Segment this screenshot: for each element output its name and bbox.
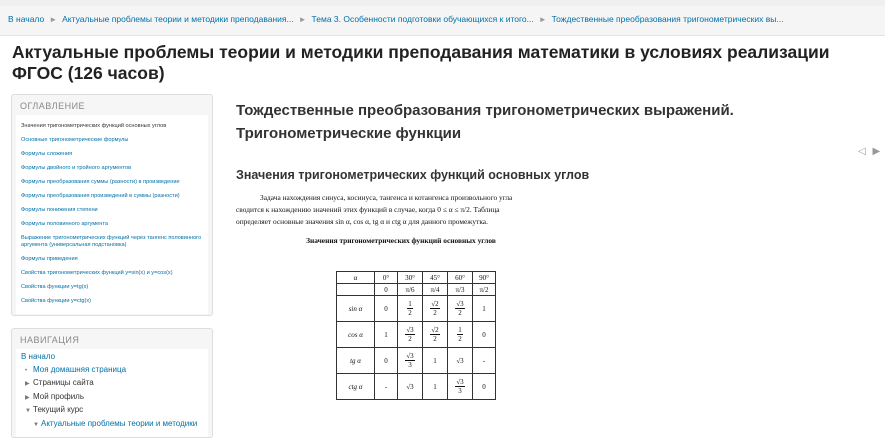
fraction-denominator: 2 <box>458 335 462 343</box>
table-header-cell <box>337 284 375 296</box>
nav-item-my-home[interactable] <box>21 364 203 378</box>
table-row-label: tg α <box>337 348 375 374</box>
fraction-numerator: 1 <box>458 326 462 334</box>
breadcrumb-separator-icon: ► <box>49 15 58 24</box>
nav-item-my-home-label[interactable]: Моя домашняя страница <box>33 364 127 374</box>
table-cell: 0 <box>375 348 398 374</box>
table-cell <box>398 296 423 322</box>
navigation-block <box>11 328 213 438</box>
table-cell <box>423 296 448 322</box>
toc-block <box>11 94 213 316</box>
toc-item[interactable]: Формулы двойного и тройного аргументов <box>21 164 132 171</box>
toc-item[interactable]: Свойства тригонометрических функций y=sin(x) и y=cos(x) <box>21 269 173 276</box>
table-cell: 0 <box>375 296 398 322</box>
table-header-row <box>337 272 496 284</box>
triangle-down-icon[interactable]: ▼ <box>25 408 31 414</box>
fraction-denominator: 2 <box>458 309 462 317</box>
toc-item[interactable]: Свойства функции y=tg(x) <box>21 283 89 290</box>
fraction-denominator: 3 <box>458 387 462 395</box>
doc-paragraph-1: Задача нахождения синуса, косинуса, тангенса и котангенса произвольного угла <box>260 193 513 202</box>
breadcrumb-topic[interactable]: Тема 3. Особенности подготовки обучающихся к итого... <box>311 14 534 24</box>
fraction <box>455 300 464 317</box>
fraction-numerator: √3 <box>456 300 464 308</box>
table-header-cell: 30° <box>398 272 423 284</box>
table-cell: - <box>375 374 398 400</box>
table-header-cell: π/3 <box>448 284 473 296</box>
nav-item-current-course-label: Текущий курс <box>33 405 84 414</box>
table-row <box>337 296 496 322</box>
table-header-row <box>337 284 496 296</box>
nav-item-home-label[interactable]: В начало <box>21 352 56 361</box>
nav-item-site-pages[interactable] <box>21 377 203 391</box>
table-cell: 0 <box>473 374 496 400</box>
trig-values-table <box>336 271 496 400</box>
fraction-denominator: 3 <box>408 361 412 369</box>
breadcrumb-separator-icon: ► <box>298 15 307 24</box>
triangle-right-icon[interactable]: ▶ <box>25 381 30 387</box>
table-cell <box>398 348 423 374</box>
fraction-numerator: √3 <box>406 352 414 360</box>
table-header-cell: π/2 <box>473 284 496 296</box>
toc-item[interactable]: Формулы сложения <box>21 150 73 157</box>
breadcrumb <box>0 6 885 36</box>
table-cell: 1 <box>473 296 496 322</box>
table-header-cell: 0° <box>375 272 398 284</box>
toc-item[interactable]: Свойства функции y=ctg(x) <box>21 297 92 304</box>
table-header-cell: 0 <box>375 284 398 296</box>
table-cell <box>448 296 473 322</box>
fraction <box>455 378 464 395</box>
table-row <box>337 322 496 348</box>
fraction-denominator: 2 <box>408 309 412 317</box>
table-cell <box>423 322 448 348</box>
table-row <box>337 348 496 374</box>
table-cell: 1 <box>423 374 448 400</box>
toc-item[interactable]: Формулы преобразования суммы (разности) в произведение <box>21 178 180 185</box>
document-caption: Значения тригонометрических функций основных углов <box>306 236 496 245</box>
fraction-numerator: 1 <box>408 300 412 308</box>
breadcrumb-course[interactable]: Актуальные проблемы теории и методики преподавания... <box>62 14 294 24</box>
table-cell <box>398 322 423 348</box>
table-cell: √3 <box>398 374 423 400</box>
fraction <box>457 326 463 343</box>
fraction <box>405 326 414 343</box>
nav-item-course[interactable] <box>21 418 203 432</box>
course-title: Актуальные проблемы теории и методики преподавания математики в условиях реализации ФГОС (126 часов) <box>12 42 830 83</box>
table-cell: 1 <box>375 322 398 348</box>
fraction-denominator: 2 <box>408 335 412 343</box>
triangle-down-icon[interactable]: ▼ <box>33 421 39 428</box>
toc-item[interactable]: Формулы понижения степени <box>21 206 98 213</box>
table-cell: 1 <box>423 348 448 374</box>
toc-item[interactable]: Формулы преобразования произведений в суммы (разности) <box>21 192 180 199</box>
toc-item[interactable]: Формулы приведения <box>21 255 78 262</box>
table-cell: √3 <box>448 348 473 374</box>
table-row-label: sin α <box>337 296 375 322</box>
toc-item[interactable]: Выражение тригонометрических функций через тангенс половинного аргумента (универсальная подстановка) <box>21 234 202 248</box>
fraction-numerator: √3 <box>406 326 414 334</box>
triangle-right-icon[interactable]: ▶ <box>25 394 30 401</box>
breadcrumb-separator-icon: ► <box>538 15 547 24</box>
page-title: Тождественные преобразования тригонометрических выражений. Тригонометрические функции <box>236 102 734 142</box>
table-header-cell: α <box>337 272 375 284</box>
doc-paragraph-2: сводится к нахождению значений этих функций в случае, когда 0 ≤ α ≤ π/2. Таблица <box>236 205 500 214</box>
table-cell: - <box>473 348 496 374</box>
fraction <box>405 352 414 369</box>
section-title: Значения тригонометрических функций основных углов <box>236 168 590 182</box>
nav-item-current-course[interactable] <box>21 404 203 418</box>
fraction-numerator: √3 <box>456 378 464 386</box>
toc-header: ОГЛАВЛЕНИЕ <box>20 101 86 111</box>
nav-item-profile[interactable] <box>21 391 203 405</box>
nav-item-profile-label: Мой профиль <box>33 391 85 401</box>
breadcrumb-home[interactable]: В начало <box>8 14 45 24</box>
nav-item-home[interactable] <box>21 351 203 364</box>
table-row-label: ctg α <box>337 374 375 400</box>
table-header-cell: π/6 <box>398 284 423 296</box>
fraction-numerator: √2 <box>431 326 439 334</box>
breadcrumb-current[interactable]: Тождественные преобразования тригонометрических вы... <box>551 14 784 24</box>
prev-next-arrows-icon[interactable]: ◁ ▶ <box>858 146 883 157</box>
table-cell <box>448 374 473 400</box>
nav-item-site-pages-label: Страницы сайта <box>33 378 94 387</box>
fraction <box>430 326 439 343</box>
fraction-denominator: 2 <box>433 309 437 317</box>
nav-item-course-label[interactable]: Актуальные проблемы теории и методики <box>41 418 198 428</box>
table-header-cell: 90° <box>473 272 496 284</box>
toc-item[interactable]: Формулы половинного аргумента <box>21 220 108 227</box>
fraction-numerator: √2 <box>431 300 439 308</box>
toc-item[interactable]: Основные тригонометрические формулы <box>21 136 129 143</box>
document-text <box>236 192 566 228</box>
bullet-icon: • <box>25 367 28 374</box>
table-header-cell: 45° <box>423 272 448 284</box>
table-header-cell: 60° <box>448 272 473 284</box>
table-row-label: cos α <box>337 322 375 348</box>
table-cell <box>448 322 473 348</box>
fraction <box>407 300 413 317</box>
table-header-cell: π/4 <box>423 284 448 296</box>
toc-list <box>16 115 208 314</box>
table-row <box>337 374 496 400</box>
doc-paragraph-3: определяет основные значения sin α, cos α, tg α и ctg α для данного промежутка. <box>236 217 488 226</box>
navigation-header: НАВИГАЦИЯ <box>20 335 80 345</box>
fraction-denominator: 2 <box>433 335 437 343</box>
toc-item[interactable]: Значения тригонометрических функций основных углов <box>21 122 167 129</box>
table-cell: 0 <box>473 322 496 348</box>
fraction <box>430 300 439 317</box>
